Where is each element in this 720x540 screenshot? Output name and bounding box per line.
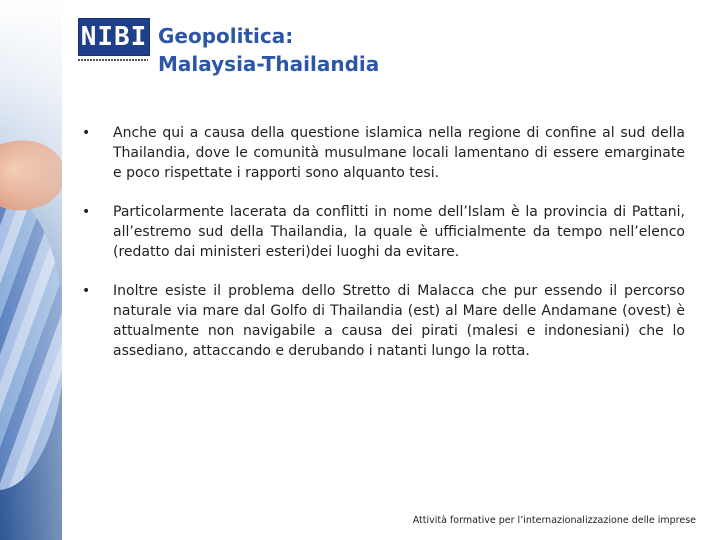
footer-text: Attività formative per l’internazionalizzazione delle imprese	[412, 515, 696, 526]
bullet-text: Anche qui a causa della questione islamica nella regione di confine al sud della Thailandia, dove le comunità musulmane locali lamentano di essere emarginate e poco rispettate i rapporti sono alquanto tesi.	[113, 125, 685, 181]
decorative-globe-hand-image	[0, 0, 62, 540]
bullet-item	[82, 281, 685, 361]
bullet-text: Inoltre esiste il problema dello Stretto di Malacca che pur essendo il percorso naturale via mare dal Golfo di Thailandia (est) al Mare delle Andamane (ovest) è attualmente non navigabile a causa dei pirati (malesi e indonesiani) che lo assediano, attaccando e derubando i natanti lungo la rotta.	[113, 283, 685, 359]
title-line-2: Malaysia-Thailandia	[158, 52, 380, 76]
bullet-icon: •	[82, 204, 91, 220]
title-line-1: Geopolitica:	[158, 24, 294, 48]
bullet-text: Particolarmente lacerata da conflitti in nome dell’Islam è la provincia di Pattani, all’estremo sud della Thailandia, la quale è ufficialmente da tempo nell’elenco (redatto dai ministeri esteri)dei luoghi da evitare.	[113, 204, 685, 260]
logo-text: NIBI	[78, 18, 150, 56]
bullet-icon: •	[82, 283, 91, 299]
bullet-icon: •	[82, 125, 91, 141]
page-title	[158, 22, 379, 78]
bullet-item	[82, 123, 685, 183]
bullet-list	[82, 123, 685, 380]
logo-tagline	[78, 59, 148, 61]
bullet-item	[82, 202, 685, 262]
nibi-logo	[78, 18, 150, 60]
